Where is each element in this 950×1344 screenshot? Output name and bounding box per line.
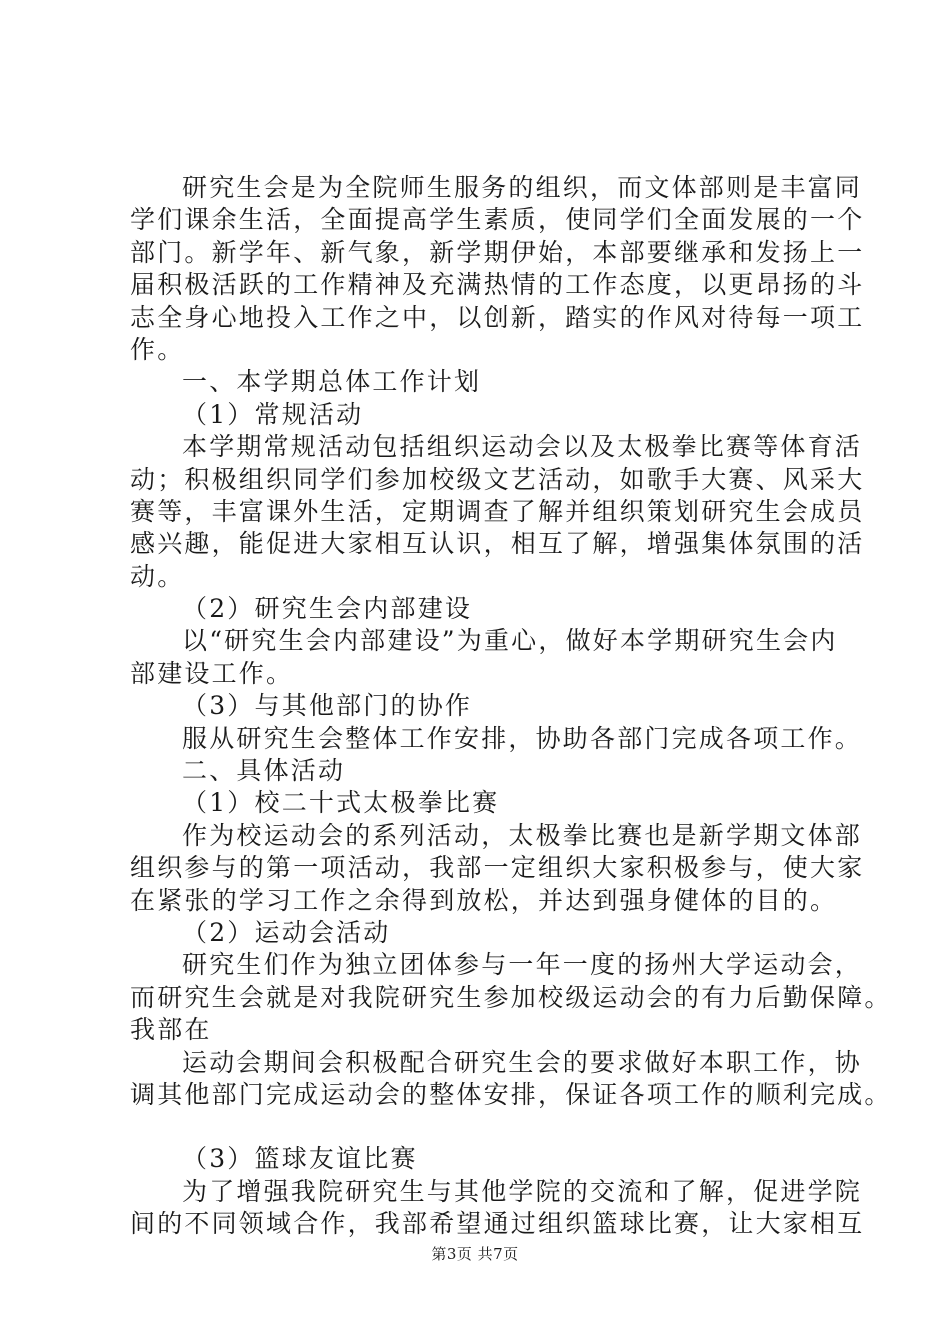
section-heading: 一、本学期总体工作计划 bbox=[182, 367, 482, 397]
paragraph-line: 以“研究生会内部建设”为重心，做好本学期研究生会内 bbox=[182, 626, 838, 656]
paragraph-line: 研究生会是为全院师生服务的组织，而文体部则是丰富同 bbox=[182, 173, 863, 202]
subsection-heading: （2）研究生会内部建设 bbox=[182, 594, 473, 624]
paragraph-line: 而研究生会就是对我院研究生参加校级运动会的有力后勤保障。 bbox=[130, 982, 892, 1012]
document-body bbox=[130, 172, 892, 1241]
paragraph-line: 服从研究生会整体工作安排，协助各部门完成各项工作。 bbox=[182, 723, 863, 753]
paragraph-line: 研究生们作为独立团体参与一年一度的扬州大学运动会， bbox=[182, 950, 863, 980]
paragraph-line: 组织参与的第一项活动，我部一定组织大家积极参与，使大家 bbox=[130, 853, 865, 883]
paragraph-line: 我部在 bbox=[130, 1015, 212, 1045]
paragraph-line: 调其他部门完成运动会的整体安排，保证各项工作的顺利完成。 bbox=[130, 1079, 892, 1109]
section-heading: 二、具体活动 bbox=[182, 756, 346, 786]
subsection-heading: （3）篮球友谊比赛 bbox=[182, 1144, 418, 1174]
subsection-heading: （3）与其他部门的协作 bbox=[182, 691, 473, 721]
paragraph-line: 运动会期间会积极配合研究生会的要求做好本职工作，协 bbox=[182, 1047, 863, 1077]
paragraph-line: 动。 bbox=[130, 561, 185, 591]
subsection-heading: （1）校二十式太极拳比赛 bbox=[182, 788, 500, 818]
paragraph-line: 作。 bbox=[130, 334, 185, 364]
paragraph-line: 间的不同领域合作，我部希望通过组织篮球比赛，让大家相互 bbox=[130, 1209, 865, 1239]
paragraph-line: 动；积极组织同学们参加校级文艺活动，如歌手大赛、风采大 bbox=[130, 464, 865, 494]
paragraph-line: 学们课余生活，全面提高学生素质，使同学们全面发展的一个 bbox=[130, 205, 865, 235]
paragraph-line: 赛等，丰富课外生活，定期调查了解并组织策划研究生会成员 bbox=[130, 496, 865, 526]
paragraph-line: 志全身心地投入工作之中，以创新，踏实的作风对待每一项工 bbox=[130, 302, 865, 332]
paragraph-line: 为了增强我院研究生与其他学院的交流和了解，促进学院 bbox=[182, 1176, 863, 1206]
paragraph-line: 在紧张的学习工作之余得到放松，并达到强身健体的目的。 bbox=[130, 885, 838, 915]
paragraph-line: 届积极活跃的工作精神及充满热情的工作态度，以更昂扬的斗 bbox=[130, 270, 865, 300]
subsection-heading: （2）运动会活动 bbox=[182, 917, 391, 947]
paragraph-line: 作为校运动会的系列活动，太极拳比赛也是新学期文体部 bbox=[182, 820, 863, 850]
paragraph-line: 感兴趣，能促进大家相互认识，相互了解，增强集体氛围的活 bbox=[130, 529, 865, 559]
paragraph-line: 本学期常规活动包括组织运动会以及太极拳比赛等体育活 bbox=[182, 432, 863, 462]
page-indicator: 第3页 共7页 bbox=[431, 1245, 519, 1263]
paragraph-line: 部建设工作。 bbox=[130, 658, 294, 688]
blank-line bbox=[130, 1111, 850, 1143]
paragraph-line: 部门。新学年、新气象，新学期伊始，本部要继承和发扬上一 bbox=[130, 237, 865, 267]
subsection-heading: （1）常规活动 bbox=[182, 399, 364, 429]
